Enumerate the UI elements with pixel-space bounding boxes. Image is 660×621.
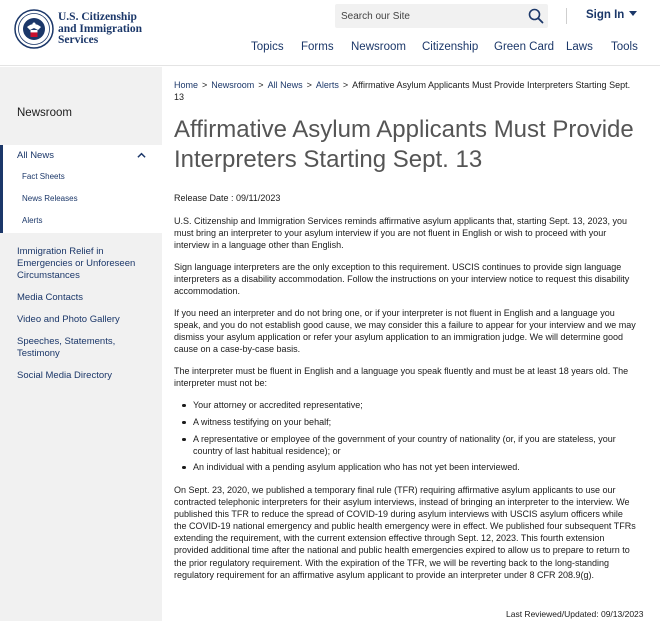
list-item: A representative or employee of the government of your country of nationality (or, if you are stateless, your country of last habitual residence); or	[193, 433, 636, 457]
nav-forms[interactable]: Forms	[301, 41, 334, 53]
logo-line-3: Services	[58, 34, 99, 46]
uscis-logo[interactable]	[14, 9, 144, 55]
sidebar-item-immigration-relief[interactable]: Immigration Relief in Emergencies or Unforeseen Circumstances	[17, 246, 136, 281]
search-box	[335, 4, 548, 28]
logo-line-1: U.S. Citizenship	[58, 11, 137, 23]
sidebar-item-alerts[interactable]: Alerts	[22, 216, 43, 225]
sidebar	[0, 67, 162, 621]
nav-green-card[interactable]: Green Card	[494, 41, 555, 53]
breadcrumb-separator: >	[258, 80, 264, 90]
sidebar-item-media-contacts[interactable]: Media Contacts	[17, 292, 84, 303]
breadcrumb-separator: >	[202, 80, 208, 90]
page-title: Affirmative Asylum Applicants Must Provide Interpreters Starting Sept. 13	[174, 116, 634, 173]
breadcrumb	[174, 79, 636, 103]
sidebar-item-news-releases[interactable]: News Releases	[22, 194, 78, 203]
sidebar-item-all-news[interactable]: All News	[17, 150, 54, 161]
search-input[interactable]	[335, 4, 520, 28]
breadcrumb-separator: >	[306, 80, 312, 90]
article-paragraph-4: The interpreter must be fluent in English and a language you speak fluently and must be at least 18 years old. The interpreter must not be:	[174, 366, 629, 389]
site-header	[0, 0, 660, 66]
article-paragraph-3: If you need an interpreter and do not bring one, or if your interpreter is not fluent in English and a language you speak, and you do not establish good cause, we may consider this a failure to appear for your interview and we may dismiss your asylum application or refer your asylum application to an immigration judge. We will determine good cause on a case-by-case basis.	[174, 308, 636, 355]
nav-newsroom[interactable]: Newsroom	[351, 41, 406, 53]
breadcrumb-current: Affirmative Asylum Applicants Must Provide Interpreters Starting Sept. 13	[174, 80, 631, 102]
last-reviewed-date: Last Reviewed/Updated: 09/13/2023	[506, 609, 644, 619]
sidebar-title: Newsroom	[17, 107, 72, 119]
caret-down-icon	[629, 11, 637, 16]
article-paragraph-2: Sign language interpreters are the only exception to this requirement. USCIS continues to provide sign language interpreters as a disability accommodation. Follow the instructions on your interview notice to request this disability accommodation.	[174, 262, 630, 297]
search-icon[interactable]	[528, 8, 544, 24]
logo-line-2: and Immigration	[58, 22, 143, 35]
breadcrumb-newsroom[interactable]: Newsroom	[211, 80, 255, 90]
sidebar-item-video-photo-gallery[interactable]: Video and Photo Gallery	[17, 314, 120, 325]
nav-laws[interactable]: Laws	[566, 41, 593, 53]
sidebar-all-news-menu	[0, 145, 162, 233]
breadcrumb-separator: >	[342, 80, 349, 90]
article-paragraph-1: U.S. Citizenship and Immigration Services reminds affirmative asylum applicants that, starting Sept. 13, 2023, you must bring an interpreter to your asylum interview if you are not fluent in English or wish to proceed with your interview in a language other than English.	[174, 216, 628, 251]
nav-tools[interactable]: Tools	[611, 41, 638, 53]
nav-citizenship[interactable]: Citizenship	[422, 41, 479, 53]
sign-in-button[interactable]	[586, 9, 637, 21]
list-item: An individual with a pending asylum application who has not yet been interviewed.	[193, 461, 636, 473]
breadcrumb-all-news[interactable]: All News	[267, 80, 303, 90]
sidebar-item-speeches[interactable]: Speeches, Statements, Testimony	[17, 336, 116, 359]
logo-wordmark	[58, 12, 142, 47]
breadcrumb-alerts[interactable]: Alerts	[315, 80, 339, 90]
article-paragraph-5: On Sept. 23, 2020, we published a temporary final rule (TFR) requiring affirmative asylum applicants to use our contracted telephonic interpreters for their asylum interviews, instead of bringing an interpreter to the interview. We published this TFR to reduce the spread of COVID-19 during asylum interviews with USCIS asylum officers while the COVID-19 national emergency and public health emergency were in effect. We published four subsequent TFRs extending the requirement, with the current extension effective through Sept. 12, 2023. This fourth extension provided additional time after the national and public health emergencies expired to allow us to prepare to return to the prior regulatory requirement. With the expiration of the TFR, we will be reverting back to the long-standing regulatory requirement for an affirmative asylum applicant to provide an interpreter under 8 CFR 208.9(g).	[174, 485, 636, 580]
chevron-up-icon[interactable]	[137, 151, 146, 160]
nav-topics[interactable]: Topics	[251, 41, 284, 53]
sidebar-item-fact-sheets[interactable]: Fact Sheets	[22, 172, 65, 181]
header-divider	[566, 8, 567, 24]
sign-in-label: Sign In	[586, 9, 625, 21]
sidebar-item-social-media-directory[interactable]: Social Media Directory	[17, 370, 113, 381]
breadcrumb-home[interactable]: Home	[174, 80, 199, 90]
release-date: Release Date : 09/11/2023	[174, 193, 281, 203]
dhs-seal-icon	[14, 9, 54, 49]
list-item: A witness testifying on your behalf;	[193, 416, 636, 428]
list-item: Your attorney or accredited representative;	[193, 399, 636, 411]
